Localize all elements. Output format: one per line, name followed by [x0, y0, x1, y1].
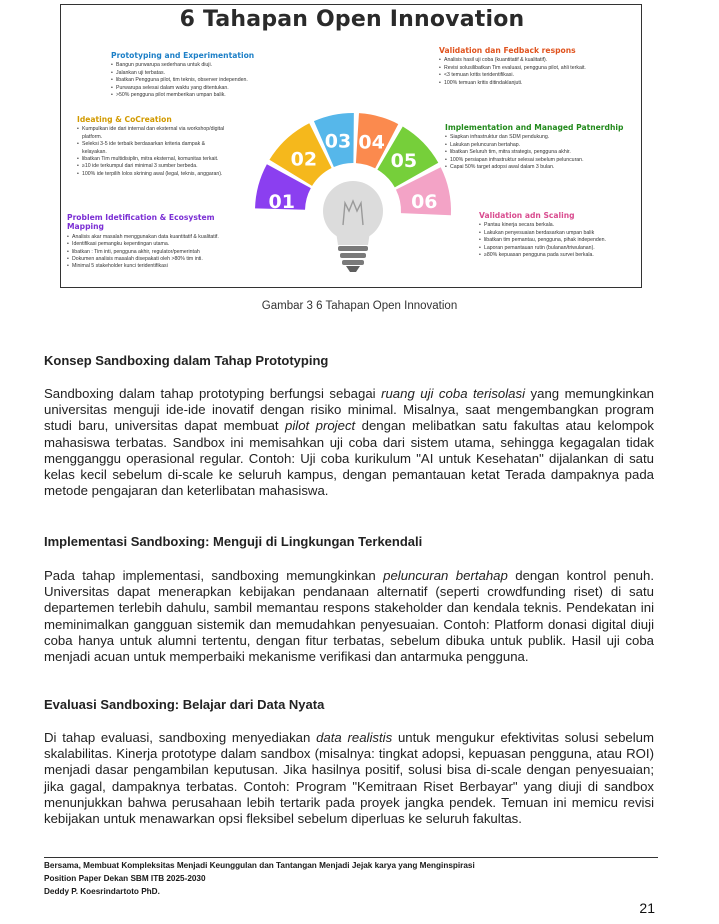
list-item: • <3 temuan kritis teridentifikasi.	[439, 72, 601, 79]
stage-02-text	[77, 115, 229, 178]
text-run-italic: data realistis	[316, 730, 393, 745]
list-item: • libatkan Tim multidisiplin, mitra eksternal, komunitas terkait.	[77, 156, 229, 163]
infographic	[60, 4, 642, 288]
list-item: • libatkan Seluruh tim, mitra strategis, pengguna akhir.	[445, 149, 637, 156]
stage-06-title: Validation adn Scaling	[479, 211, 575, 220]
text-run-italic: peluncuran bertahap	[383, 568, 508, 583]
footer-divider	[44, 857, 658, 858]
text-run: Di tahap evaluasi, sandboxing menyediakan	[44, 730, 317, 745]
section-heading: Evaluasi Sandboxing: Belajar dari Data Nyata	[44, 697, 325, 712]
stage-wheel	[221, 75, 485, 288]
list-item: • Minimal 5 stakeholder kunci teridentifikasi	[67, 263, 239, 270]
bulb-neck	[335, 225, 371, 245]
section-paragraph	[44, 568, 654, 665]
list-item: • Laporan pemantauan rutin (bulanan/triwulanan).	[479, 245, 627, 252]
stage-05-title: Implementation and Managed Patnerdhip	[445, 123, 624, 132]
text-run: dengan kontrol penuh. Universitas dapat menerapkan kebijakan pendanaan alternatif (seperti crowdfunding riset) di satu departemen terlebih dahulu, sambil memantau respons stakeholder dan kendala teknis. Pendekatan ini meminimalkan gangguan sistemik dan memudahkan penyesuaian. Contoh: Platform donasi digital diuji coba hanya untuk alumni tertentu, dengan fitur terbatas, sebelum dibuka untuk publik. Hasil uji coba menjadi acuan untuk memperbaiki mekanisme verifikasi dan antarmuka pengguna.	[44, 568, 655, 665]
stage-02-title: Ideating & CoCreation	[77, 115, 172, 124]
stage-number-05: 05	[390, 150, 418, 173]
stage-01-text	[67, 213, 239, 271]
list-item: • Seleksi 3-5 ide terbaik berdasarkan kriteria dampak & kelayakan.	[77, 141, 229, 156]
stage-03-title: Prototyping and Experimentation	[111, 51, 255, 60]
list-item: • 100% temuan kritis ditindaklanjuti.	[439, 80, 601, 87]
stage-01-title: Problem Idetification & Ecosystem Mapping	[67, 213, 215, 232]
section-paragraph	[44, 386, 654, 499]
list-item: • Identifikasi pemangku kepentingan utama.	[67, 241, 239, 248]
list-item: • libatkan : Tim inti, pengguna akhir, regulator/pemerintah	[67, 249, 239, 256]
list-item: • Siapkan infrastruktur dan SDM pendukung.	[445, 134, 637, 141]
text-run-italic: ruang uji coba terisolasi	[381, 386, 526, 401]
list-item: • Bangun purwarupa sederhana untuk diuji.	[111, 62, 261, 69]
list-item: • Lakukan penyesuaian berdasarkan umpan balik	[479, 230, 627, 237]
list-item: • >50% pengguna pilot memberikan umpan balik.	[111, 92, 261, 99]
list-item: • Purwarupa selesai dalam waktu yang ditentukan.	[111, 85, 261, 92]
list-item: • ≥10 ide terkumpul dari minimal 3 sumber berbeda.	[77, 163, 229, 170]
stage-number-02: 02	[290, 148, 318, 171]
page-number: 21	[639, 900, 655, 916]
list-item: • Kumpulkan ide dari internal dan eksternal via workshop/digital platform.	[77, 126, 229, 141]
section-heading: Konsep Sandboxing dalam Tahap Prototyping	[44, 353, 329, 368]
infographic-title: 6 Tahapan Open Innovation	[179, 7, 525, 32]
lightbulb-icon	[323, 181, 383, 272]
section-paragraph	[44, 730, 654, 827]
footer-author: Deddy P. Koesrindartoto PhD.	[44, 887, 160, 896]
stage-number-03: 03	[324, 130, 352, 153]
stage-04-title: Validation dan Fedback respons	[439, 46, 576, 55]
list-item: • libatkan Pengguna pilot, tim teknis, observer independen.	[111, 77, 261, 84]
bulb-base-ring	[338, 246, 368, 251]
list-item: • Pantau kinerja secara berkala.	[479, 222, 627, 229]
bulb-base-ring	[342, 260, 364, 265]
list-item: • ≥80% kepuasan pengguna pada survei berkala.	[479, 252, 627, 259]
list-item: • Analisis hasil uji coba (kuantitatif & kualitatif).	[439, 57, 601, 64]
list-item: • Jalankan uji terbatas.	[111, 70, 261, 77]
text-run: Pada tahap implementasi, sandboxing memungkinkan	[44, 568, 384, 583]
list-item: • 100% persiapan infrastruktur selesai sebelum peluncuran.	[445, 157, 637, 164]
figure-caption: Gambar 3 6 Tahapan Open Innovation	[261, 300, 458, 312]
footer-document-title: Position Paper Dekan SBM ITB 2025-2030	[44, 874, 206, 883]
stage-number-04: 04	[358, 131, 385, 154]
list-item: • Lakukan peluncuran bertahap.	[445, 142, 637, 149]
stage-number-06: 06	[411, 190, 438, 213]
bulb-base-ring	[340, 253, 366, 258]
list-item: • Capai 50% target adopsi awal dalam 3 bulan.	[445, 164, 637, 171]
section-heading: Implementasi Sandboxing: Menguji di Lingkungan Terkendali	[44, 534, 423, 549]
stage-number-01: 01	[268, 190, 295, 213]
text-run: untuk mengukur efektivitas solusi sebelum skalabilitas. Kinerja prototype dalam sandbox (misalnya: tingkat adopsi, kepuasan pengguna, atau ROI) menjadi dasar pengambilan keputusan. Jika hasilnya positif, solusi bisa di-scale dengan penyesuaian; jika gagal, dampaknya terbatas. Contoh: Program "Kemitraan Riset Berbayar" yang diuji di sandbox menunjukkan bahwa perusahaan lebih tertarik pada proyek jangka pendek. Temuan ini memicu revisi kebijakan untuk menawarkan opsi fleksibel sebelum diperluas ke seluruh fakultas.	[44, 730, 654, 827]
bulb-tip	[346, 266, 360, 272]
text-run: Sandboxing dalam tahap prototyping berfungsi sebagai	[44, 386, 382, 401]
list-item: • Dokumen analisis masalah disepakati oleh >80% tim inti.	[67, 256, 239, 263]
stage-06-text	[479, 211, 627, 259]
text-run-italic: pilot project	[285, 418, 356, 434]
list-item: • Analisis akar masalah menggunakan data kuantitatif & kualitatif.	[67, 234, 239, 241]
list-item: • libatkan tim pemantau, pengguna, pihak independen.	[479, 237, 627, 244]
list-item: • Revisi solusilibatkan Tim evaluasi, pengguna pilot, ahli terkait.	[439, 65, 601, 72]
footer-tagline: Bersama, Membuat Kompleksitas Menjadi Keunggulan dan Tantangan Menjadi Jejak karya yang Menginspirasi	[44, 861, 475, 870]
text-run: dengan melibatkan satu fakultas atau kelompok mahasiswa terbatas. Sandbox ini memisahkan uji coba dari sistem utama, sehingga kegagalan tidak mengganggu operasional regular. Contoh: Uji coba kurikulum "AI untuk Kesehatan" dijalankan di satu kelas kecil sebelum di-scale ke seluruh kampus, dengan pemantauan ketat Terada dampaknya pada metode pengajaran dan keterlibatan mahasiswa.	[44, 418, 654, 499]
text-run: yang memungkinkan universitas menguji ide-ide inovatif dengan risiko minimal. Misalnya, saat mengembangkan program studi baru, universitas dapat membuat	[44, 386, 655, 434]
list-item: • 100% ide terpilih lolos skrining awal (legal, teknis, anggaran).	[77, 171, 229, 178]
